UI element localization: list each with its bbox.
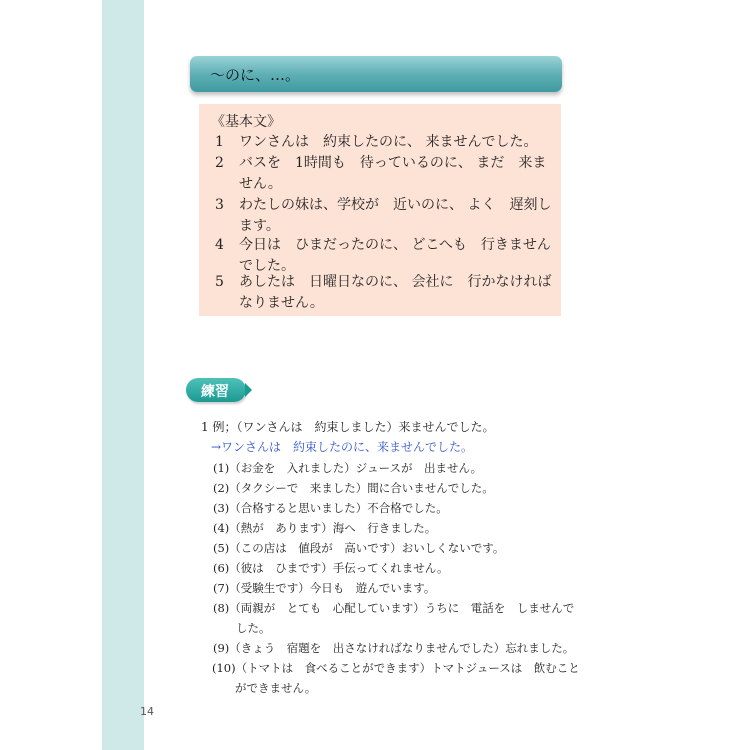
- sentence-text-continued: せん。: [239, 176, 282, 192]
- exercise-item: [213, 640, 574, 656]
- item-text: （両親が とても 心配しています）うちに 電話を しませんで: [229, 601, 575, 615]
- item-text: （この店は 値段が 高いです）おいしくないです。: [229, 541, 505, 555]
- basic-label: 《基本文》: [211, 114, 281, 130]
- item-number: (3): [213, 501, 230, 515]
- item-number: (7): [213, 581, 230, 595]
- sentence-number: 3: [215, 197, 224, 213]
- exercise-item: [213, 480, 494, 496]
- practice-badge: [186, 378, 246, 402]
- item-number: (9): [213, 641, 230, 655]
- item-text: （トマトは 食べることができます）トマトジュースは 飲むこと: [235, 661, 580, 675]
- example-prompt: 1 例；（ワンさんは 約束しました）来ませんでした。: [201, 420, 495, 434]
- page-number: 14: [140, 705, 154, 718]
- item-number: (5): [213, 541, 230, 555]
- item-text: （受験生です）今日も 遊んでいます。: [229, 581, 436, 595]
- sentence-text: ワンさんは 約束したのに、 来ませんでした。: [239, 134, 538, 150]
- exercise-item: [213, 520, 436, 536]
- exercise-item: [212, 660, 580, 696]
- item-number: (4): [213, 521, 230, 535]
- sentence-number: 1: [215, 134, 224, 150]
- item-number: (1): [213, 461, 230, 475]
- item-text: （お金を 入れました）ジュースが 出ません。: [229, 461, 483, 475]
- item-number: (6): [213, 561, 230, 575]
- exercise-item: [213, 580, 435, 596]
- side-band: [102, 0, 144, 750]
- sentence-text: あしたは 日曜日なのに、 会社に 行かなければ: [239, 274, 552, 290]
- sentence-number: 2: [215, 155, 224, 171]
- sentence-text-continued: ます。: [239, 218, 280, 234]
- exercise-item: [213, 600, 574, 636]
- exercise-item: [213, 560, 449, 576]
- sentence-text-continued: でした。: [239, 258, 295, 274]
- item-text: （合格すると思いました）不合格でした。: [229, 501, 448, 515]
- page-title: ～のに、…。: [210, 66, 301, 84]
- item-text: （熱が あります）海へ 行きました。: [229, 521, 437, 535]
- sentence-text: わたしの妹は、学校が 近いのに、 よく 遅刻し: [239, 197, 552, 213]
- item-number: (10): [212, 661, 236, 675]
- basic-sentences-box: [199, 104, 561, 316]
- item-text: （タクシーで 来ました）間に合いませんでした。: [229, 481, 494, 495]
- sentence-number: 5: [215, 274, 224, 290]
- sentence-text: バスを 1時間も 待っているのに、 まだ 来ま: [239, 155, 547, 171]
- example-answer: →ワンさんは 約束したのに、来ませんでした。: [211, 440, 474, 454]
- item-text: （彼は ひまです）手伝ってくれません。: [229, 561, 449, 575]
- exercise-item: [213, 500, 448, 516]
- item-number: (8): [213, 601, 230, 615]
- sentence-text-continued: なりません。: [239, 295, 324, 311]
- exercise-item: [213, 460, 482, 476]
- practice-label: 練習: [201, 384, 229, 400]
- sentence-number: 4: [215, 237, 224, 253]
- item-text-continued: ができません。: [235, 681, 317, 695]
- title-bar: [190, 56, 562, 92]
- exercise-item: [213, 540, 504, 556]
- item-text: （きょう 宿題を 出さなければなりませんでした）忘れました。: [229, 641, 575, 655]
- sentence-text: 今日は ひまだったのに、 どこへも 行きません: [239, 237, 551, 253]
- item-number: (2): [213, 481, 230, 495]
- item-text-continued: した。: [236, 621, 271, 635]
